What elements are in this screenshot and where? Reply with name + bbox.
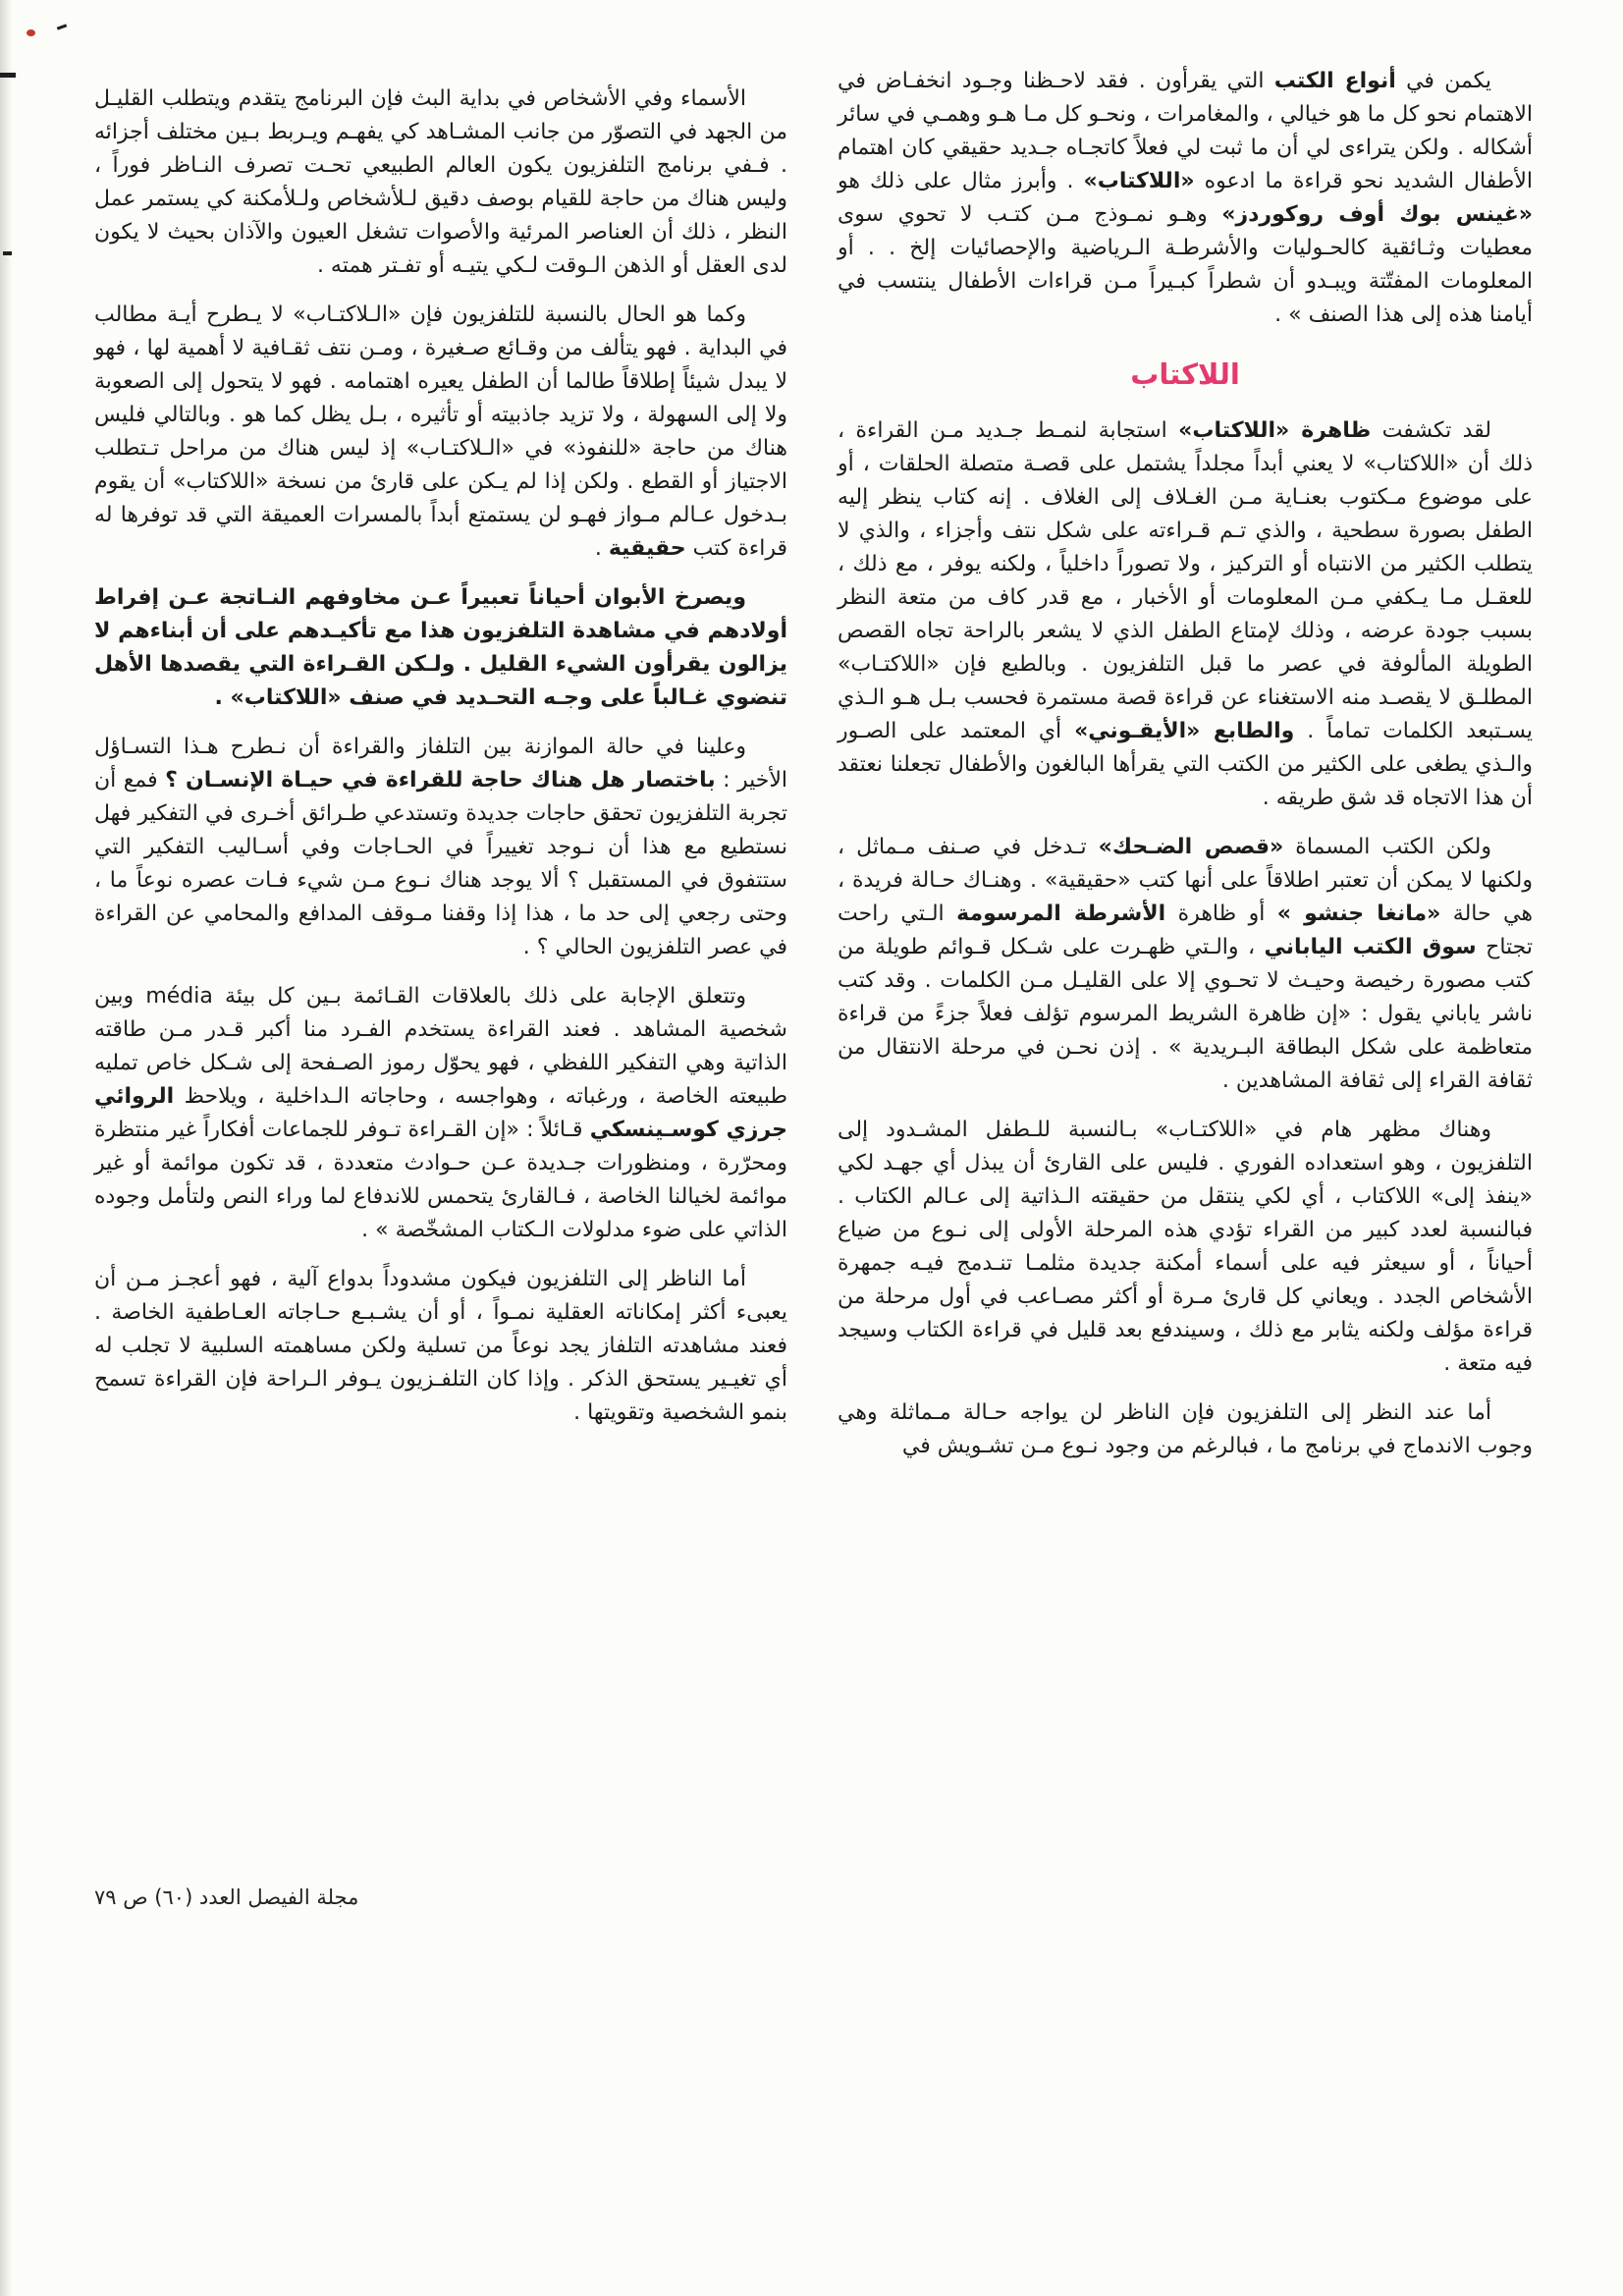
scan-edge-shading: [0, 0, 12, 2296]
scan-artifact: [3, 251, 12, 255]
paragraph-left-5: وتتعلق الإجابة على ذلك بالعلاقات القـائمة بـين كل بيئة média وبين شخصية المشاهد . فعند القراءة يستخدم الفـرد منا أكبر قـدر مـن طاقته الذاتية وهي التفكير اللفظي ، فهو يحوّل رموز الصـفحة إلى شـكل خاص تمليه طبيعته الخاصة ، ورغباته ، وهواجسه ، وحاجاته الـداخلية ، ويلاحظ الروائي جرزي كوسـينسكي قـائلاً : «إن القـراءة تـوفر للجماعات أفكاراً غير منتظرة ومحرّرة ، ومنظورات جـديدة عـن حـوادث متعددة ، قد تكون موائمة أو غير موائمة لخيالنا الخاصة ، فـالقارئ يتحمس للاندفاع لما وراء النص ولتأمل وجوده الذاتي على ضوء مدلولات الـكتاب المشخّصة » .: [94, 984, 787, 1242]
paragraph-left-3: ويصرخ الأبوان أحياناً تعبيراً عـن مخاوفهم النـاتجة عـن إفراط أولادهم في مشاهدة التلفزيون هذا مع تأكيـدهم على أن أبناءهم لا يزالون يقرأون الشيء القليل . ولـكن القـراءة التي يقصدها الأهل تنضوي غـالباً على وجـه التحـديد في صنف «اللاكتاب» .: [94, 585, 787, 710]
section-heading: اللاكتاب: [1130, 357, 1240, 391]
paragraph-right-1: يكمن في أنواع الكتب التي يقرأون . فقد لاحـظنا وجـود انخفـاض في الاهتمام نحو كل ما هو خيالي ، والمغامرات ، ونحـو كل مـا هـو وهمـي في سائر أشكاله . ولكن يتراءى لي أن ما ثبت لي فعلاً كاتجـاه جـديد حقيقي كان اهتمام الأطفال الشديد نحو قراءة ما ادعوه «اللاكتاب» . وأبرز مثال على ذلك هو «غينس بوك أوف روكوردز» وهـو نمـوذج مـن كتـب لا تحوي سوى معطيات وثـائقية كالحـوليات والأشرطـة الـرياضية والإحصائيات إلخ . . أو المعلومات المفتّتة ويبـدو أن شطراً كبـيراً مـن قراءات الأطفال ينتسب في أيامنا هذه إلى هذا الصنف » .: [838, 69, 1534, 327]
scan-artifact: [57, 24, 67, 29]
scan-artifact: [0, 73, 16, 78]
paragraph-left-6: أما الناظر إلى التلفزيون فيكون مشدوداً بدواع آلية ، فهو أعجـز مـن أن يعبىء أكثر إمكاناته العقلية نمـواً ، أو أن يشـبـع حـاجاته العـاطفية الخاصة . فعند مشاهدته التلفاز يجد نوعاً من تسلية ولكن مساهمته السلبية لا تجلب له أي تغيـير يستحق الذكر . وإذا كان التلفـزيون يـوفر الـراحة فإن القراءة تسمح بنمو الشخصية وتقويتها .: [94, 1267, 787, 1425]
column-right: [838, 65, 1533, 1479]
paragraph-right-4: وهناك مظهر هام في «اللاكتـاب» بـالنسبة للـطفل المشـدود إلى التلفزيون ، وهو استعداده الفوري . فليس على القارئ أن يبذل أي جهـد لكي «ينفذ إلى» اللاكتاب ، أي لكي ينتقل من حقيقته الـذاتية إلى عـالم الكتاب . فبالنسبة لعدد كبير من القراء تؤدي هذه المرحلة الأولى إلى نـوع من ضياع أحياناً ، أو سيعثر فيه على أسماء أمكنة جديدة مثلمـا تنـدمج فيـه جمهرة الأشخاص الجدد . ويعاني كل قارئ مـرة أو أكثر مصـاعب في أول مرحلة من قراءة مؤلف ولكنه يثابر مع ذلك ، وسيندفع بعد قليل في قراءة الكتاب وسيجد فيه متعة .: [838, 1118, 1533, 1376]
scan-artifact: [27, 29, 35, 36]
paragraph-left-1: الأسماء وفي الأشخاص في بداية البث فإن البرنامج يتقدم ويتطلب القليـل من الجهد في التصوّر من جانب المشـاهد كي يفهـم ويـربط بـين مختلف أجزائه . فـفي برنامج التلفزيون يكون العالم الطبيعي تحـت تصرف النـاظر فوراً ، وليس هناك من حاجة للقيام بوصف دقيق لـلأشخاص ولـلأمكنة كي يستمر عمل النظر ، ذلك أن العناصر المرئية والأصوات تشغل العيون والآذان بحيث لا يكون لدى العقل أو الذهن الـوقت لـكي يتيـه أو تفـتر همته .: [94, 86, 787, 278]
paragraph-right-2: لقد تكشفت ظاهرة «اللاكتاب» استجابة لنمـط جـديد مـن القراءة ، ذلك أن «اللاكتاب» لا يعني أبداً مجلداً يشتمل على قصـة متصلة الحلقات ، أو على موضوع مـكتوب بعنـاية مـن الغـلاف إلى الغلاف . إنه كتاب ينظر إليه الطفل بصورة سطحية ، والذي تـم قـراءته على شكل نتف وأجزاء ، والذي لا يتطلب الكثير من الانتباه أو التركيز ، ولا تصوراً داخلياً ، ولكنه يوفر ، مع ذلك ، للعقـل مـا يـكفي مـن المعلومات أو الأخبار ، مع قدر كاف من متعة النظر بسبب جودة عرضه ، وذلك لإمتاع الطفل الذي لا يشعر بالراحة تجاه القصص الطويلة المألوفة في عصر ما قبل التلفزيون . وبالطبع فإن «اللاكتـاب» المطلـق لا يقصـد منه الاستغناء عن قراءة قصة مستمرة فحسب بـل هـو الـذي يسـتبعد الكلمات تماماً . والطابع «الأيقـوني» أي المعتمد على الصـور والـذي يطغى على الكثير من الكتب التي يقرأها البالغون والأطفال تجعلنا نعتقد أن هذا الاتجاه قد شق طريقه .: [838, 418, 1533, 810]
paragraph-left-4: وعلينا في حالة الموازنة بين التلفاز والقراءة أن نـطرح هـذا التسـاؤل الأخير : باختصار هل هناك حاجة للقراءة في حيـاة الإنسـان ؟ فمع أن تجربة التلفزيون تحقق حاجات جديدة وتستدعي طـرائق أخـرى في التفكير فهل نستطيع مع هذا أن نـوجد تغييراً في الحـاجات وفي أسـاليب التفكير التي ستتفوق في المستقبل ؟ ألا يوجد هناك نـوع مـن شيء فـات عصره نوعاً ما ، وحتى رجعي إلى حد ما ، هذا إذا وقفنا مـوقف المدافع والمحامي عن القراءة في عصر التلفزيون الحالي ؟ .: [94, 735, 788, 959]
column-left: [94, 82, 787, 1446]
paragraph-left-2: وكما هو الحال بالنسبة للتلفزيون فإن «الـلاكتـاب» لا يـطرح أيـة مطالب في البداية . فهو يتألف من وقـائع صـغيرة ، ومـن نتف ثقـافية لا أهمية لها ، فهو لا يبدل شيئاً إطلاقاً طالما أن الطفل يعيره اهتمامه . فهو لا يتحول إلى الصعوبة ولا إلى السهولة ، ولا تزيد جاذبيته أو تأثيره ، بـل يظل كما هو . وبالتالي فليس هناك من حاجة «للنفوذ» في «الـلاكتـاب» إذ ليس هناك من مراحل تـتطلب الاجتياز أو القطع . ولكن إذا لم يـكن على قارئ من نسخة «اللاكتاب» أن يقوم بـدخول عـالم مـواز فهـو لن يستمتع أبداً بالمسرات العميقة التي قد توفرها له قراءة كتب حقيقية .: [94, 302, 787, 561]
page-footer: مجلة الفيصل العدد (٦٠) ص ٧٩: [94, 1886, 359, 1909]
paragraph-right-5: أما عند النظر إلى التلفزيون فإن الناظر لن يواجه حـالة مـماثلة وهي وجوب الاندماج في برنامج ما ، فبالرغم من وجود نـوع مـن تشـويش في: [838, 1400, 1533, 1458]
paragraph-right-3: ولكن الكتب المسماة «قصص الضـحك» تـدخل في صـنف مـماثل ، ولكنها لا يمكن أن تعتبر اطلاقاً على أنها كتب «حقيقية» . وهنـاك حـالة فريدة ، هي حالة «مانغا جنشو » أو ظاهرة الأشرطة المرسومة الـتي راحت تجتاح سوق الكتب الياباني ، والـتي ظهـرت على شـكل قـوائم طويلة من كتب مصورة رخيصة وحيـث لا تحـوي إلا على القليـل مـن الكلمات . وقد كتب ناشر ياباني يقول : «إن ظاهرة الشريط المرسوم تؤلف فعلاً جزءً من قراءة متعاظمة على شكل البطاقة البـريدية » . إذن نحـن في مرحلة الانتقال من ثقافة القراء إلى ثقافة المشاهدين .: [838, 835, 1533, 1093]
